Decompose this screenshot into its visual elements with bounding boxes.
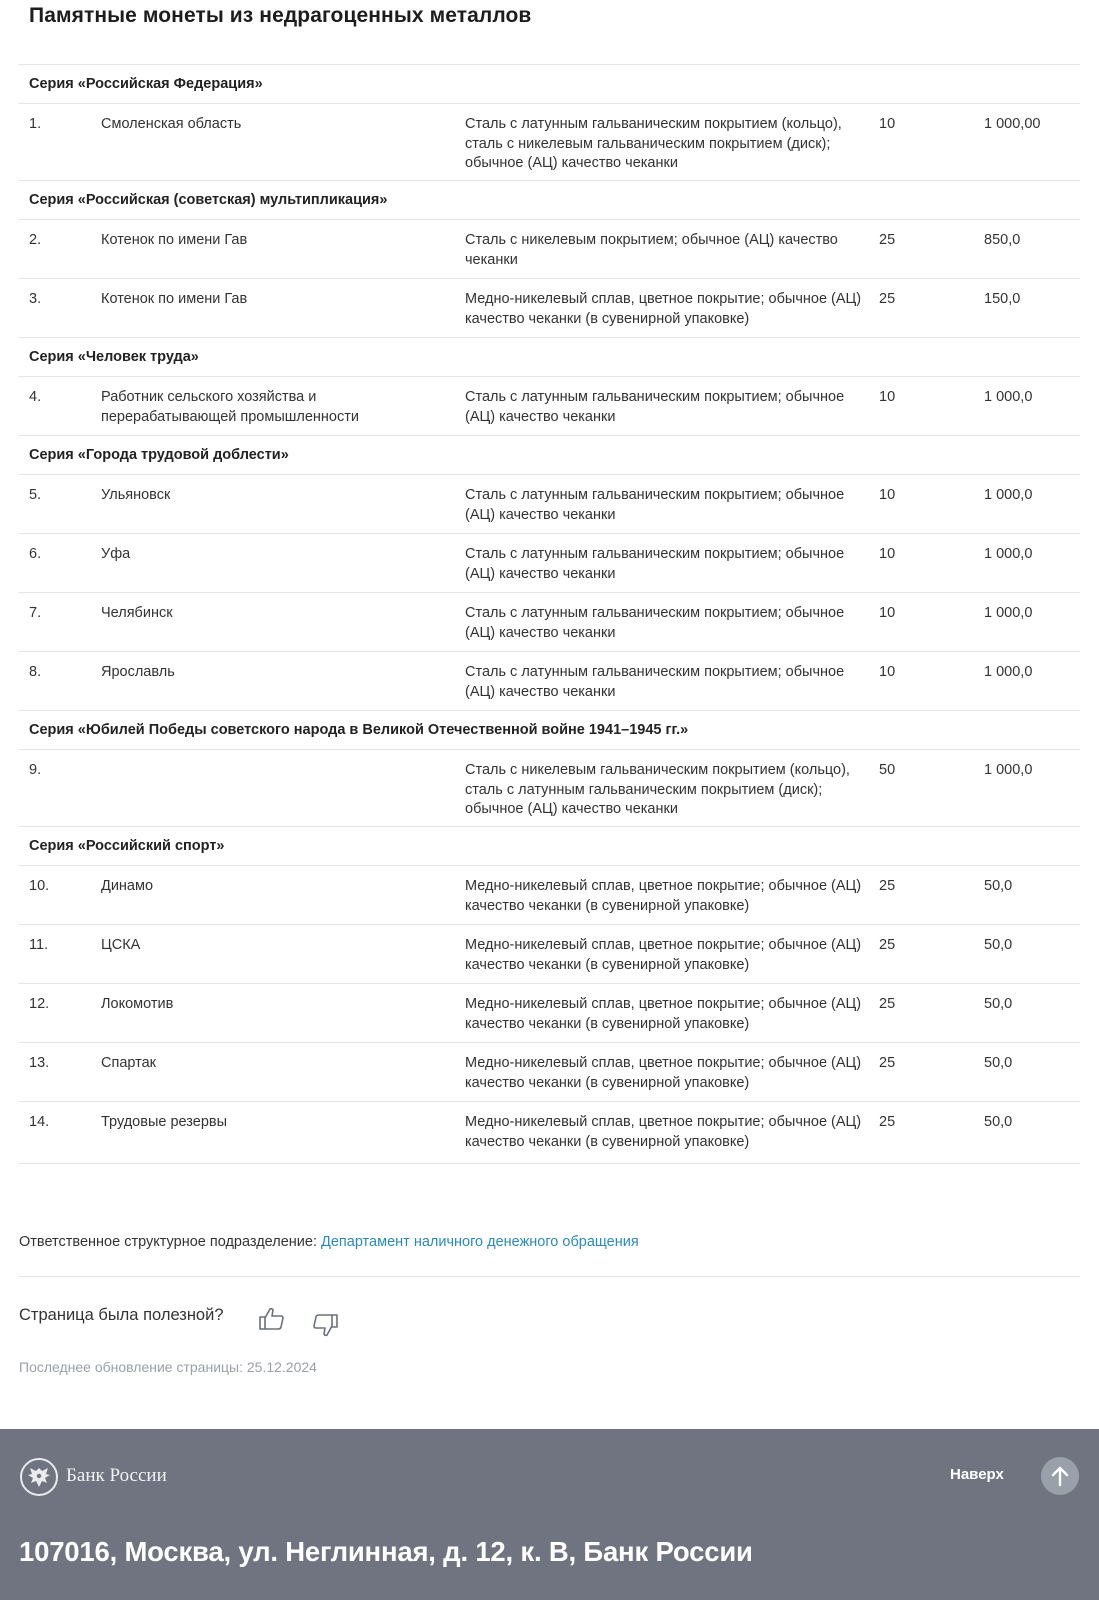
coin-description: Медно-никелевый сплав, цветное покрытие; обычное (АЦ) качество чеканки (в сувенирной упаковке) bbox=[465, 996, 862, 1032]
row-number: 5. bbox=[29, 487, 42, 503]
coin-denomination: 10 bbox=[879, 487, 896, 503]
back-to-top-link[interactable]: Наверх bbox=[950, 1466, 1004, 1483]
coin-name: Котенок по имени Гав bbox=[101, 232, 248, 248]
coins-table bbox=[19, 64, 1080, 1160]
table-row bbox=[19, 924, 1080, 983]
coin-name: Ярославль bbox=[101, 664, 175, 680]
series-title: Серия «Юбилей Победы советского народа в Великой Отечественной войне 1941–1945 гг.» bbox=[29, 722, 689, 738]
row-number: 8. bbox=[29, 664, 42, 680]
table-row bbox=[19, 376, 1080, 435]
coin-name: ЦСКА bbox=[101, 937, 141, 953]
coin-denomination: 10 bbox=[879, 605, 896, 621]
series-header bbox=[19, 435, 1080, 474]
coin-description: Сталь с латунным гальваническим покрытием; обычное (АЦ) качество чеканки bbox=[465, 605, 845, 641]
department-link[interactable]: Департамент наличного денежного обращения bbox=[321, 1234, 639, 1250]
table-row bbox=[19, 1101, 1080, 1160]
coin-name: Спартак bbox=[101, 1055, 157, 1071]
coin-name: Котенок по имени Гав bbox=[101, 291, 248, 307]
series-header bbox=[19, 337, 1080, 376]
row-number: 7. bbox=[29, 605, 42, 621]
row-number: 12. bbox=[29, 996, 50, 1012]
row-number: 9. bbox=[29, 762, 42, 778]
coin-description: Сталь с латунным гальваническим покрытием; обычное (АЦ) качество чеканки bbox=[465, 487, 845, 523]
coin-denomination: 25 bbox=[879, 996, 896, 1012]
feedback-question: Страница была полезной? bbox=[19, 1306, 224, 1324]
row-number: 1. bbox=[29, 116, 42, 132]
row-number: 6. bbox=[29, 546, 42, 562]
responsible-department bbox=[19, 1234, 639, 1250]
coin-denomination: 10 bbox=[879, 116, 896, 132]
coin-denomination: 10 bbox=[879, 389, 896, 405]
coin-description: Медно-никелевый сплав, цветное покрытие; обычное (АЦ) качество чеканки (в сувенирной упаковке) bbox=[465, 937, 862, 973]
page-title: Памятные монеты из недрагоценных металлов bbox=[29, 4, 532, 27]
table-row bbox=[19, 1042, 1080, 1101]
coin-denomination: 25 bbox=[879, 291, 896, 307]
table-row bbox=[19, 592, 1080, 651]
double-headed-eagle-icon[interactable] bbox=[19, 1457, 59, 1497]
footer-address: 107016, Москва, ул. Неглинная, д. 12, к. В, Банк России bbox=[19, 1536, 753, 1567]
coin-name: Работник сельского хозяйства и перерабатывающей промышленности bbox=[101, 389, 359, 425]
coin-quantity: 50,0 bbox=[984, 1114, 1013, 1130]
coin-description: Медно-никелевый сплав, цветное покрытие; обычное (АЦ) качество чеканки (в сувенирной упаковке) bbox=[465, 1114, 862, 1150]
footer bbox=[0, 1429, 1099, 1600]
thumbs-up-icon[interactable] bbox=[257, 1304, 287, 1334]
table-bottom-border bbox=[19, 1163, 1080, 1164]
coin-denomination: 50 bbox=[879, 762, 896, 778]
coin-denomination: 10 bbox=[879, 546, 896, 562]
coin-name: Смоленская область bbox=[101, 116, 242, 132]
series-title: Серия «Города трудовой доблести» bbox=[29, 447, 289, 463]
table-row bbox=[19, 219, 1080, 278]
coin-denomination: 10 bbox=[879, 664, 896, 680]
coin-denomination: 25 bbox=[879, 937, 896, 953]
table-row bbox=[19, 983, 1080, 1042]
coin-description: Сталь с никелевым покрытием; обычное (АЦ) качество чеканки bbox=[465, 232, 838, 268]
coin-quantity: 1 000,0 bbox=[984, 762, 1033, 778]
series-title: Серия «Человек труда» bbox=[29, 349, 199, 365]
coin-quantity: 1 000,0 bbox=[984, 546, 1033, 562]
coin-quantity: 1 000,0 bbox=[984, 605, 1033, 621]
table-row bbox=[19, 474, 1080, 533]
coin-description: Сталь с латунным гальваническим покрытием (кольцо), сталь с никелевым гальваническим покрытием (диск); обычное (АЦ) качество чеканки bbox=[465, 116, 842, 171]
table-row bbox=[19, 865, 1080, 924]
row-number: 10. bbox=[29, 878, 50, 894]
coin-quantity: 50,0 bbox=[984, 1055, 1013, 1071]
coin-description: Сталь с латунным гальваническим покрытием; обычное (АЦ) качество чеканки bbox=[465, 664, 845, 700]
row-number: 4. bbox=[29, 389, 42, 405]
coin-quantity: 1 000,00 bbox=[984, 116, 1041, 132]
coin-name: Уфа bbox=[101, 546, 131, 562]
coin-quantity: 1 000,0 bbox=[984, 664, 1033, 680]
row-number: 2. bbox=[29, 232, 42, 248]
coin-name: Трудовые резервы bbox=[101, 1114, 228, 1130]
table-row bbox=[19, 533, 1080, 592]
table-row bbox=[19, 651, 1080, 710]
table-row bbox=[19, 749, 1080, 826]
coin-quantity: 850,0 bbox=[984, 232, 1021, 248]
coin-quantity: 1 000,0 bbox=[984, 389, 1033, 405]
table-row bbox=[19, 103, 1080, 180]
coin-description: Медно-никелевый сплав, цветное покрытие; обычное (АЦ) качество чеканки (в сувенирной упаковке) bbox=[465, 878, 862, 914]
coin-quantity: 50,0 bbox=[984, 996, 1013, 1012]
row-number: 11. bbox=[29, 937, 49, 953]
coin-quantity: 150,0 bbox=[984, 291, 1021, 307]
row-number: 3. bbox=[29, 291, 42, 307]
coin-quantity: 1 000,0 bbox=[984, 487, 1033, 503]
arrow-up-icon[interactable] bbox=[1041, 1457, 1079, 1495]
series-title: Серия «Российский спорт» bbox=[29, 838, 225, 854]
last-updated: Последнее обновление страницы: 25.12.2024 bbox=[19, 1359, 317, 1375]
coin-description: Медно-никелевый сплав, цветное покрытие; обычное (АЦ) качество чеканки (в сувенирной упаковке) bbox=[465, 291, 862, 327]
series-header bbox=[19, 180, 1080, 219]
coin-name: Челябинск bbox=[101, 605, 173, 621]
divider bbox=[19, 1276, 1080, 1277]
coin-name: Локомотив bbox=[101, 996, 174, 1012]
coin-quantity: 50,0 bbox=[984, 878, 1013, 894]
series-title: Серия «Российская (советская) мультипликация» bbox=[29, 192, 388, 208]
coin-description: Сталь с латунным гальваническим покрытием; обычное (АЦ) качество чеканки bbox=[465, 389, 845, 425]
series-header bbox=[19, 64, 1080, 103]
coin-denomination: 25 bbox=[879, 1055, 896, 1071]
series-title: Серия «Российская Федерация» bbox=[29, 76, 263, 92]
series-header bbox=[19, 710, 1080, 749]
coin-quantity: 50,0 bbox=[984, 937, 1013, 953]
responsible-label: Ответственное структурное подразделение: bbox=[19, 1234, 322, 1250]
row-number: 13. bbox=[29, 1055, 50, 1071]
logo-text[interactable]: Банк России bbox=[66, 1465, 167, 1486]
coin-denomination: 25 bbox=[879, 232, 896, 248]
table-row bbox=[19, 278, 1080, 337]
coin-name: Динамо bbox=[101, 878, 154, 894]
coin-denomination: 25 bbox=[879, 878, 896, 894]
row-number: 14. bbox=[29, 1114, 50, 1130]
series-header bbox=[19, 826, 1080, 865]
coin-description: Сталь с латунным гальваническим покрытием; обычное (АЦ) качество чеканки bbox=[465, 546, 845, 582]
coin-denomination: 25 bbox=[879, 1114, 896, 1130]
coin-description: Сталь с никелевым гальваническим покрытием (кольцо), сталь с латунным гальваническим покрытием (диск); обычное (АЦ) качество чеканки bbox=[465, 762, 850, 817]
coin-name: Ульяновск bbox=[101, 487, 171, 503]
thumbs-down-icon[interactable] bbox=[310, 1310, 340, 1340]
coin-description: Медно-никелевый сплав, цветное покрытие; обычное (АЦ) качество чеканки (в сувенирной упаковке) bbox=[465, 1055, 862, 1091]
